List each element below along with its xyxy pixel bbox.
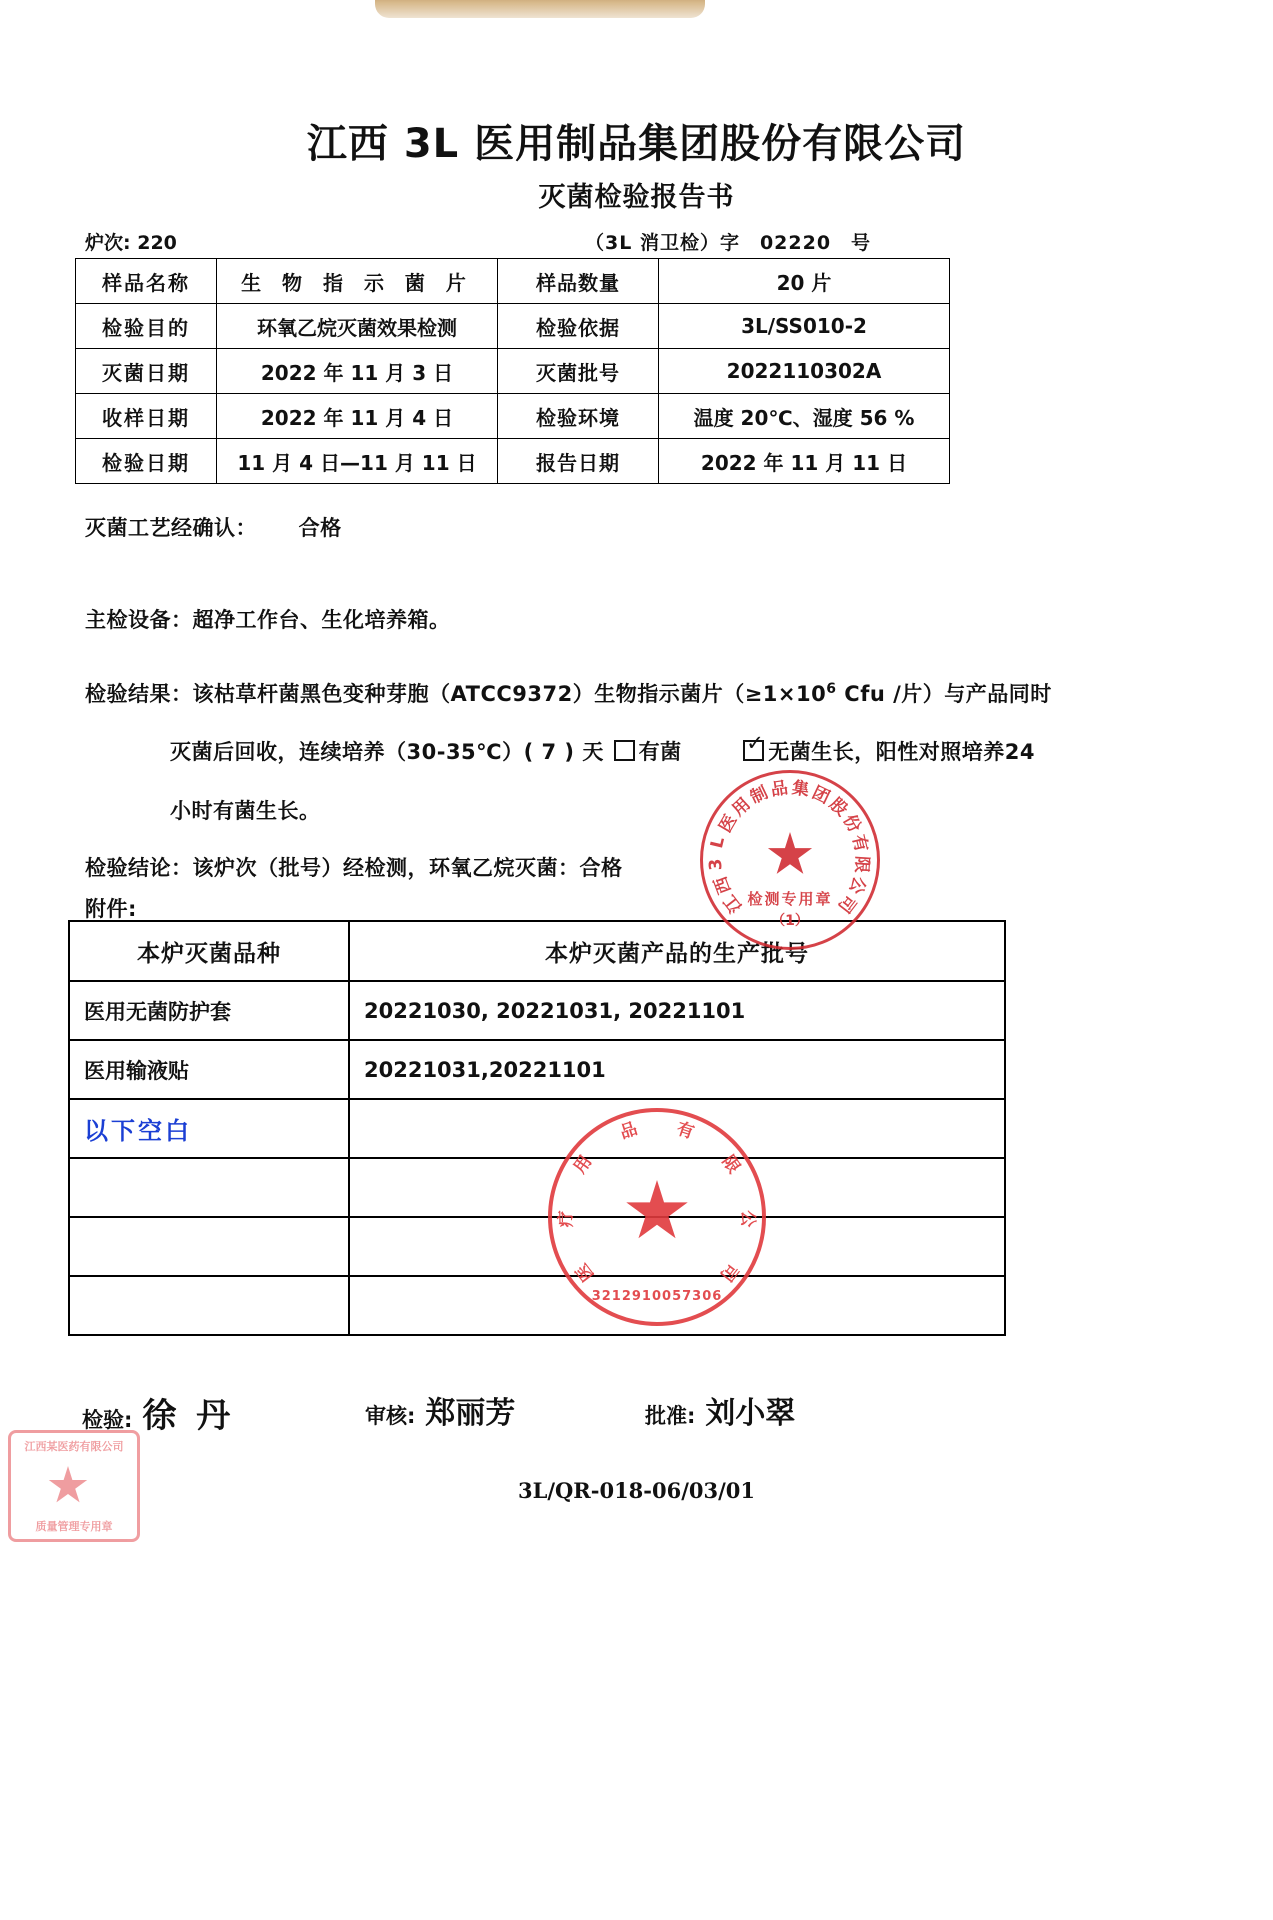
result-exponent: 6 — [826, 681, 837, 697]
cell-batches: 20221030, 20221031, 20221101 — [349, 981, 1005, 1040]
cell-product: 医用无菌防护套 — [69, 981, 349, 1040]
cell-label: 样品名称 — [76, 259, 217, 304]
cell-value: 2022 年 11 月 3 日 — [217, 349, 498, 394]
table-row — [76, 259, 950, 304]
attachment-label: 附件: — [85, 897, 137, 921]
cell-batches — [349, 1276, 1005, 1335]
star-icon — [767, 832, 813, 878]
cell-batches — [349, 1099, 1005, 1158]
result-line-3: 小时有菌生长。 — [170, 799, 321, 823]
report-title: 灭菌检验报告书 — [538, 182, 735, 213]
result-text-main: 检验结果：该枯草杆菌黑色变种芽胞（ATCC9372）生物指示菌片（≥1×10 — [85, 682, 827, 706]
cell-batches — [349, 1217, 1005, 1276]
table-header-row — [69, 921, 1005, 981]
checkbox-sterile-growth[interactable] — [743, 740, 764, 761]
signature-label: 检验: — [82, 1408, 133, 1432]
table-row — [76, 349, 950, 394]
seal-label: 检测专用章 — [747, 890, 833, 908]
signature-name: 徐 丹 — [142, 1396, 235, 1436]
signature-name: 郑丽芳 — [425, 1396, 516, 1431]
result-text-tail: Cfu /片）与产品同时 — [836, 682, 1052, 706]
table-row — [69, 1276, 1005, 1335]
cell-value: 2022 年 11 月 4 日 — [217, 394, 498, 439]
cell-label: 检验环境 — [498, 394, 659, 439]
cell-value: 温度 20℃、湿度 56 % — [659, 394, 950, 439]
signature-label: 审核: — [365, 1404, 416, 1428]
signature-inspector — [82, 1388, 234, 1437]
conclusion-line: 检验结论：该炉次（批号）经检测，环氧乙烷灭菌：合格 — [85, 856, 623, 880]
checkbox-has-bacteria-label: 有菌 — [638, 740, 682, 764]
seal-bottom-text: 质量管理专用章 — [35, 1520, 113, 1533]
seal-code: 3212910057306 — [591, 1289, 723, 1304]
cell-label: 检验依据 — [498, 304, 659, 349]
cell-value: 11 月 4 日—11 月 11 日 — [217, 439, 498, 484]
culture-text: 灭菌后回收，连续培养（30-35℃）( 7 ) 天 — [170, 740, 604, 764]
cell-label: 检验目的 — [76, 304, 217, 349]
result-line-1 — [85, 678, 1052, 708]
cell-product — [69, 1158, 349, 1217]
cell-label: 灭菌批号 — [498, 349, 659, 394]
column-header-batch: 本炉灭菌产品的生产批号 — [349, 921, 1005, 981]
cell-blank-marker: 以下空白 — [69, 1099, 349, 1158]
process-value: 合格 — [298, 516, 342, 540]
furnace-value: 220 — [137, 232, 177, 254]
seal-top-text: 江西某医药有限公司 — [24, 1440, 124, 1453]
cell-value: 20 片 — [659, 259, 950, 304]
sample-info-table — [75, 258, 950, 484]
furnace-label: 炉次: — [85, 232, 131, 254]
column-header-product: 本炉灭菌品种 — [69, 921, 349, 981]
cell-value: 生 物 指 示 菌 片 — [217, 259, 498, 304]
form-code: 3L/QR-018-06/03/01 — [517, 1478, 756, 1503]
cell-product — [69, 1217, 349, 1276]
cell-value: 环氧乙烷灭菌效果检测 — [217, 304, 498, 349]
cell-value: 2022 年 11 月 11 日 — [659, 439, 950, 484]
seal-arc-text: 医 疗 用 品 有 限 公 司 — [556, 1118, 758, 1285]
document-number: （3L 消卫检）字 02220 号 — [585, 232, 872, 254]
cell-value: 2022110302A — [659, 349, 950, 394]
table-row — [69, 1217, 1005, 1276]
table-row — [76, 394, 950, 439]
cell-label: 收样日期 — [76, 394, 217, 439]
cell-label: 检验日期 — [76, 439, 217, 484]
process-confirmation-line — [85, 512, 342, 542]
signature-reviewer — [365, 1388, 515, 1432]
cell-label: 报告日期 — [498, 439, 659, 484]
signature-label: 批准: — [645, 1404, 696, 1428]
table-row — [76, 304, 950, 349]
cell-product: 医用输液贴 — [69, 1040, 349, 1099]
table-row — [69, 1099, 1005, 1158]
table-row — [69, 981, 1005, 1040]
cell-label: 灭菌日期 — [76, 349, 217, 394]
seal-sub-label: （1） — [771, 913, 809, 929]
signature-name: 刘小翠 — [705, 1396, 796, 1431]
cell-batches: 20221031,20221101 — [349, 1040, 1005, 1099]
signature-approver — [645, 1388, 795, 1432]
cell-value: 3L/SS010-2 — [659, 304, 950, 349]
cell-label: 样品数量 — [498, 259, 659, 304]
furnace-number — [85, 228, 177, 255]
table-row — [69, 1158, 1005, 1217]
attachment-table — [68, 920, 1006, 1336]
company-title: 江西 3L 医用制品集团股份有限公司 — [306, 121, 967, 167]
checkbox-has-bacteria[interactable] — [614, 740, 635, 761]
table-row — [76, 439, 950, 484]
seal-arc-text: 江 西 3 L 医 用 制 品 集 团 股 份 有 限 公 司 — [705, 778, 872, 917]
cell-product — [69, 1276, 349, 1335]
process-label: 灭菌工艺经确认： — [85, 516, 257, 540]
result-line-2 — [170, 736, 1035, 766]
equipment-line: 主检设备：超净工作台、生化培养箱。 — [85, 608, 451, 632]
table-row — [69, 1040, 1005, 1099]
checkbox-sterile-growth-label: 无菌生长，阳性对照培养24 — [768, 740, 1036, 764]
cell-batches — [349, 1158, 1005, 1217]
